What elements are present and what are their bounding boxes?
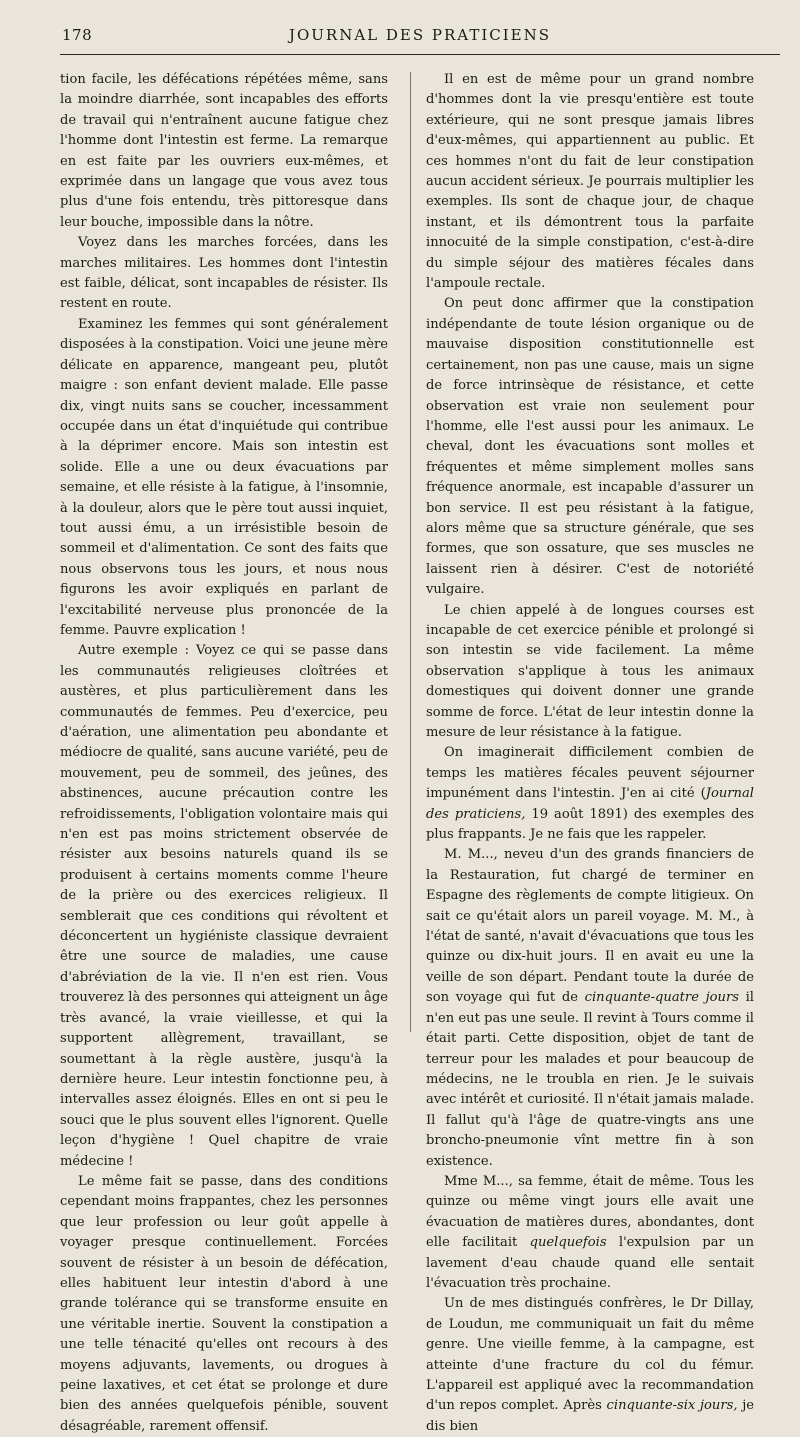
header-rule: [60, 54, 780, 55]
text-run: il n'en eut pas une seule. Il revint à Tours comme il était parti. Cette disposition, objet de tant de terreur pour les malades et pour beaucoup de médecins, ne le troubla en rien. Je le suivais avec intérêt et curiosité. Il n'était jamais malade. Il fallut qu'à l'âge de quatre-vingts ans une broncho-pneumonie vînt mettre fin à son existence.: [426, 990, 754, 1169]
text-run: Un de mes distingués confrères, le Dr Dillay, de Loudun, me communiquait un fait du même genre. Une vieille femme, à la campagne, est atteinte d'une fracture du col du fémur. L'appareil est appliqué avec la recommandation d'un repos complet. Après: [426, 1296, 754, 1414]
paragraph: [426, 743, 754, 845]
paragraph: [426, 1294, 754, 1437]
text-run: l'expulsion par un lavement d'eau chaude quand elle sentait l'évacuation très prochaine.: [426, 1235, 755, 1291]
paragraph: Le chien appelé à de longues courses est incapable de cet exercice pénible et prolongé si son intestin se vide facilement. La même observation s'applique à tous les animaux domestiques qui doivent donner une grande somme de force. L'état de leur intestin donne la mesure de leur résistance à la fatigue.: [426, 602, 754, 740]
running-title: JOURNAL DES PRATICIENS: [288, 26, 552, 44]
paragraph: Il en est de même pour un grand nombre d'hommes dont la vie presqu'entière est toute extérieure, qui ne sont presque jamais libres d'eux-mêmes, qui appartiennent au public. Et ces hommes n'ont du fait de leur constipation aucun accident sérieux. Je pourrais multiplier les exemples. Ils sont de chaque jour, de chaque instant, et ils démontrent tous la parfaite innocuité de la simple constipation, c'est-à-dire du simple séjour des matières fécales dans l'ampoule rectale.: [426, 72, 754, 292]
paragraph: [426, 1172, 754, 1294]
text-run: 19 août 1891) des exemples des plus frappants. Je ne fais que les rappeler.: [426, 806, 754, 843]
right-column: [426, 70, 754, 1437]
emphasis: cinquante-quatre jours: [584, 990, 739, 1006]
journal-reference: Journal des praticiens,: [426, 786, 754, 822]
paragraph: [426, 845, 754, 1172]
text-run: On imaginerait difficilement combien de temps les matières fécales peuvent séjourner impunément dans l'intestin. J'en ai cité (: [426, 745, 754, 802]
paragraph: On peut donc affirmer que la constipation indépendante de toute lésion organique ou de mauvaise disposition constitutionnelle est certainement, non pas une cause, mais un signe de force intrinsèque de résistance, et cette observation est vraie non seulement pour l'homme, elle l'est aussi pour les animaux. Le cheval, dont les évacuations sont molles et fréquentes et même simplement molles sans fréquence anormale, est incapable d'assurer un bon service. Il est peu résistant à la fatigue, alors même que sa structure générale, que ses formes, que son ossature, que ses muscles ne laissent rien à désirer. C'est de notoriété vulgaire.: [426, 296, 754, 598]
paragraph: Autre exemple : Voyez ce qui se passe dans les communautés religieuses cloîtrées et austères, et plus particulièrement dans les communautés de femmes. Peu d'exercice, peu d'aération, une alimentation peu abondante et médiocre de qualité, sans aucune variété, peu de mouvement, peu de sommeil, des jeûnes, des abstinences, aucune précaution contre les refroidissements, l'obligation volontaire mais qui n'en est pas moins strictement observée de résister aux besoins naturels quand ils se produisent à certains moments comme l'heure de la prière ou des exercices religieux. Il semblerait que ces conditions qui révoltent et déconcertent un hygiéniste classique devraient être une source de maladies, une cause d'abréviation de la vie. Il n'en est rien. Vous trouverez là des personnes qui atteignent un âge très avancé, la vraie vieillesse, et qui la supportent allègrement, travaillant, se soumettant à la règle austère, jusqu'à la dernière heure. Leur intestin fonctionne peu, à intervalles assez éloignés. Elles en ont si peu le souci que le plus souvent elles l'ignorent. Quelle leçon d'hygiène ! Quel chapitre de vraie médecine !: [60, 643, 388, 1169]
page-header: [60, 26, 780, 48]
emphasis: quelquefois: [529, 1235, 607, 1251]
paragraph: tion facile, les défécations répétées même, sans la moindre diarrhée, sont incapables des efforts de travail qui n'entraînent aucune fatigue chez l'homme dont l'intestin est ferme. La remarque en est faite par les ouvriers eux-mêmes, et exprimée dans un langage que vous avez tous plus d'une fois entendu, très pittoresque dans leur bouche, impossible dans la nôtre.: [60, 72, 388, 230]
column-divider: [410, 72, 411, 1032]
text-run: je dis bien: [426, 1398, 754, 1434]
text-run: M. M..., neveu d'un des grands financiers de la Restauration, fut chargé de terminer en Espagne des règlements de compte litigieux. On sait ce qu'était alors un pareil voyage. M. M., à l'état de santé, n'avait d'évacuations que tous les quinze ou dix-huit jours. Il en avait eu une la veille de son départ. Pendant toute la durée de son voyage qui fut de: [426, 847, 754, 1006]
paragraph: Voyez dans les marches forcées, dans les marches militaires. Les hommes dont l'intestin est faible, délicat, sont incapables de résister. Ils restent en route.: [60, 235, 388, 312]
left-column: [60, 70, 388, 1437]
text-run: Mme M..., sa femme, était de même. Tous les quinze ou même vingt jours elle avait une évacuation de matières dures, abondantes, dont elle facilitait: [426, 1173, 754, 1251]
paragraph: Le même fait se passe, dans des conditions cependant moins frappantes, chez les personnes que leur profession ou leur goût appelle à voyager presque continuellement. Forcées souvent de résister à un besoin de défécation, elles habituent leur intestin d'abord à une grande tolérance qui se transforme ensuite en une véritable inertie. Souvent la constipation a une telle ténacité qu'elles ont recours à des moyens adjuvants, lavements, ou drogues à peine laxatives, et cet état se prolonge et dure bien des années quelquefois pénible, souvent désagréable, rarement offensif.: [60, 1173, 388, 1434]
page-number: 178: [62, 26, 93, 44]
emphasis: cinquante-six jours,: [606, 1398, 738, 1414]
paragraph: Examinez les femmes qui sont généralement disposées à la constipation. Voici une jeune mère délicate en apparence, mangeant peu, plutôt maigre : son enfant devient malade. Elle passe dix, vingt nuits sans se coucher, incessamment occupée dans un état d'inquiétude qui contribue à la déprimer encore. Mais son intestin est solide. Elle a une ou deux évacuations par semaine, et elle résiste à la fatigue, à l'insomnie, à la douleur, alors que le père tout aussi inquiet, tout aussi ému, a un irrésistible besoin de sommeil et d'alimentation. Ce sont des faits que nous observons tous les jours, et nous nous figurons les avoir expliqués en parlant de l'excitabilité nerveuse plus prononcée de la femme. Pauvre explication !: [60, 316, 388, 638]
